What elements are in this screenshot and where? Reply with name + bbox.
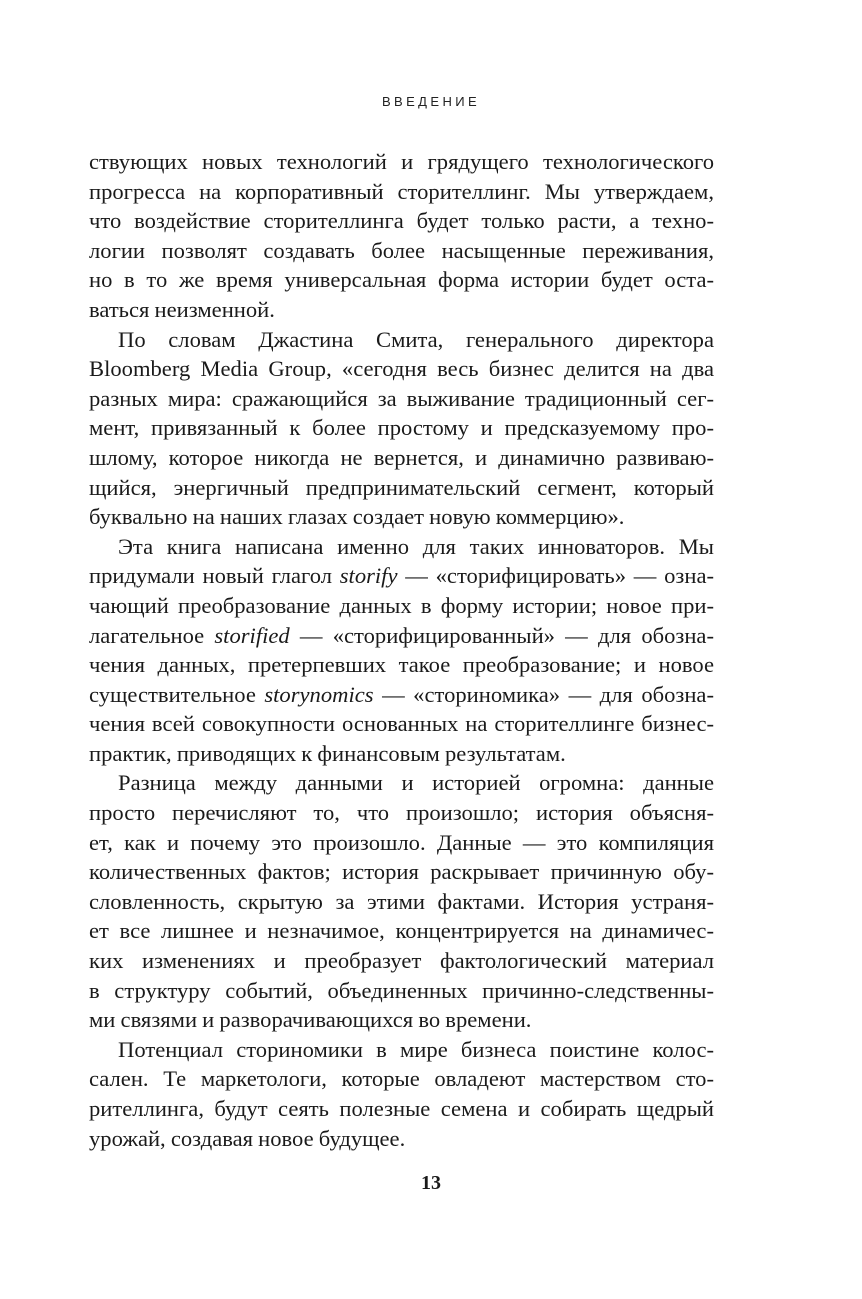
text-line: ствующих новых технологий и грядущего технологического — [89, 149, 714, 174]
text-line: разных мира: сражающийся за выживание традиционный сег- — [89, 385, 714, 411]
text-line: практик, приводящих к финансовым результатам. — [89, 740, 566, 766]
text-line: логии позволят создавать более насыщенные переживания, — [89, 237, 714, 263]
text-line: щийся, энергичный предпринимательский сегмент, который — [89, 474, 714, 500]
text-line: ких изменениях и преобразует фактологический материал — [89, 948, 714, 974]
text-line: ми связями и разворачивающихся во времени. — [89, 1007, 532, 1033]
page-number: 13 — [421, 1172, 441, 1194]
text-line: урожай, создавая новое будущее. — [89, 1125, 406, 1151]
text-line: ет, как и почему это произошло. Данные — это компиляция — [89, 829, 714, 855]
text-line: буквально на наших глазах создает новую коммерцию». — [89, 504, 625, 530]
text-line: сален. Те маркетологи, которые овладеют мастерством сто- — [89, 1066, 714, 1092]
body-text — [89, 147, 714, 1153]
text-line: шлому, которое никогда не вернется, и динамично развиваю- — [89, 444, 714, 470]
text-line: Потенциал сториномики в мире бизнеса поистине колос- — [118, 1036, 714, 1062]
text-line: Bloomberg Media Group, «сегодня весь бизнес делится на два — [89, 356, 714, 382]
text-line: По словам Джастина Смита, генерального директора — [118, 326, 714, 352]
paragraph — [89, 147, 714, 325]
text-line: Разница между данными и историей огромна: данные — [118, 770, 714, 796]
text-line: лагательное storified — «сторифицированный» — для обозна- — [89, 622, 714, 648]
text-line: рителлинга, будут сеять полезные семена и собирать щедрый — [89, 1096, 714, 1121]
text-line: что воздействие сторителлинга будет только расти, а техно- — [89, 208, 714, 234]
paragraph — [89, 768, 714, 1034]
text-line: количественных фактов; история раскрывает причинную обу- — [89, 859, 714, 885]
italic-term: storified — [214, 622, 290, 648]
italic-term: storify — [339, 563, 398, 589]
text-line: чения данных, претерпевших такое преобразование; и новое — [89, 652, 714, 678]
text-line: но в то же время универсальная форма истории будет оста- — [89, 267, 714, 293]
text-line: чающий преобразование данных в форму истории; новое при- — [89, 592, 714, 618]
paragraph — [89, 532, 714, 769]
text-line: придумали новый глагол storify — «сторифицировать» — озна- — [89, 563, 715, 589]
text-line: Эта книга написана именно для таких инноваторов. Мы — [118, 533, 714, 559]
running-head: ВВЕДЕНИЕ — [381, 94, 481, 109]
text-line: существительное storynomics — «сториномика» — для обозна- — [89, 681, 714, 707]
text-line: ваться неизменной. — [89, 296, 275, 322]
italic-term: storynomics — [264, 681, 374, 707]
text-line: ет все лишнее и незначимое, концентрируется на динамичес- — [89, 918, 714, 944]
text-line: словленность, скрытую за этими фактами. История устраня- — [89, 888, 714, 914]
text-line: мент, привязанный к более простому и предсказуемому про- — [89, 415, 714, 441]
text-line: чения всей совокупности основанных на сторителлинге бизнес- — [89, 711, 714, 737]
text-line: прогресса на корпоративный сторителлинг. Мы утверждаем, — [89, 178, 714, 204]
paragraph — [89, 1035, 714, 1153]
text-line: в структуру событий, объединенных причинно-следственны- — [89, 977, 714, 1003]
text-line: просто перечисляют то, что произошло; история объясня- — [89, 800, 714, 826]
paragraph — [89, 325, 714, 532]
